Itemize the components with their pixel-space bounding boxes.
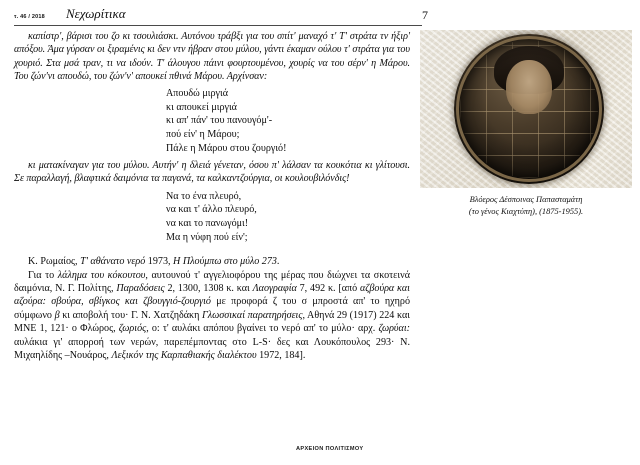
biblio-text: αυλάκια γι' απορροή των νερών, παρεπέμποντας στο L-S· δες και Λουκόπουλος 293· Ν. Μιχαηλίδης –Νουάρος,: [14, 336, 410, 361]
biblio-text: , αυτουνού τ' αγγελιοφόρου της μέρας που διώχνει τα σκοτεινά δαιμόνια, Ν. Γ. Πολίτης,: [14, 269, 410, 294]
bibliography-paragraph: [14, 269, 410, 363]
biblio-title: Παραδόσεις: [116, 282, 165, 294]
caption-line-1: Βλόερος Δέσποινας Παπασταμάτη: [469, 195, 583, 204]
verse-line: Απουδώ μιργιά: [166, 88, 228, 100]
biblio-title: Λεξικόν της Καρπαθιακής διαλέκτου: [111, 349, 257, 361]
biblio-text: 1973,: [145, 256, 174, 268]
verse-line: κι απ' πάν' του πανουγόμ'-: [166, 115, 273, 127]
caption-line-2: (το γένος Κιαχτύπη), (1875-1955).: [468, 206, 584, 216]
archive-footer-mark: ΑΡΧΕΙΟΝ ΠΟΛΙΤΙΣΜΟΥ: [296, 446, 364, 452]
biblio-text: , ο: τ' αυλάκι απόπου βγαίνει το νερό απ' το μύλο· αρχ.: [146, 323, 379, 335]
biblio-title: Τ' αθάνατο νερό: [80, 256, 146, 268]
bibliography-line-1: [14, 255, 410, 268]
verse-block-2: [14, 190, 410, 244]
figure: [420, 30, 632, 217]
page-number: 7: [422, 8, 428, 22]
verse-line: να και το πανωγόμι!: [166, 217, 249, 229]
verse-line: πού είν' η Μάρου;: [166, 128, 240, 140]
biblio-title: Λαογραφία: [252, 282, 297, 294]
biblio-text: , Αθηνά 29 (1917) 224 και ΜΝΕ 1, 121· ο Φλώρος,: [14, 309, 410, 335]
main-text-column: [14, 30, 410, 362]
biblio-text: Κ. Ρωμαίος,: [28, 256, 81, 268]
verse-line: να και τ' άλλο πλευρό,: [166, 204, 257, 216]
paragraph-2: κι ματακίναγαν για του μύλου. Αυτήν' η δλειά γένεταν, όσου π' λάλσαν τα κουκότια κι γλίτουσι. Σε παραλλαγή, βλαφτικά δαιμόνια τα παγανά, τα καλκαντζούργια, οι κουλουβιλόνδις!: [14, 160, 410, 185]
running-head: [14, 6, 428, 26]
verse-line: Να το ένα πλευρό,: [166, 190, 242, 202]
portrait-photograph: [420, 30, 632, 188]
biblio-text: με προφορά ζ του σ μπροστά απ' το ηχηρό σύμφωνο: [14, 296, 410, 321]
biblio-text: 2, 1300, 1308 κ. και: [164, 282, 253, 294]
biblio-term: λάλημα του κόκουτου: [57, 269, 146, 281]
journal-title: Νεχωρίτικα: [66, 6, 126, 21]
biblio-term: αζβούρα και αζούρα: σβούρα, σβίγκος και ζβουγγιό-ζουργιό: [14, 282, 410, 308]
verse-line: κι απουκεί μιργιά: [166, 101, 237, 113]
verse-line: Μα η νύφη πού είν';: [166, 231, 248, 243]
biblio-term: ζωρύαι:: [378, 323, 411, 335]
issue-number: τ. 46 / 2018: [14, 14, 45, 20]
biblio-text: Για το: [28, 269, 58, 281]
biblio-text: 7, 492 κ. [από: [296, 282, 360, 294]
oval-portrait-medallion: [454, 34, 604, 184]
paragraph-1: καπίστρ', βάρισι του ζο κι τσουλιάσκι. Αυτόνου τράβξι για του σπίτ' μαναχό τ' Τ' στράτα τν ήξιρ' απόξου. Άμα γύρσαν οι ξιραμένις κι δεν ντν ήβραν στου μύλου, γάντι έκαμαν ούλου τ' στράτα για του χουριό. Στα μσά τραν, τι να ιδούν. Τ' άλουγου πάινι φουρτουμένου, χουρίς να του σέρν' η Μάρου. Του ζών'νι απουδώ, του ζών'ν' απουκεί πθινά Μάρου. Αρχίνσαν:: [14, 31, 410, 82]
section-spacer: [14, 248, 410, 255]
figure-caption: [420, 194, 632, 217]
biblio-text: κι αποβολή του· Γ. Ν. Χατζηδάκη: [59, 309, 203, 321]
verse-block-1: [14, 87, 410, 155]
oval-frame: [456, 36, 602, 182]
verse-line: Πάλε η Μάρου στου ζουργιό!: [166, 142, 287, 154]
header-divider: [14, 25, 422, 26]
biblio-title: Η Πλούμπω στο μύλο 273: [173, 256, 277, 268]
biblio-term: ζωριός: [118, 323, 147, 335]
biblio-title: Γλωσσικαί παρατηρήσεις: [202, 309, 303, 321]
biblio-term: β: [54, 309, 60, 321]
biblio-text: .: [276, 256, 280, 268]
biblio-text: 1972, 184].: [256, 349, 306, 361]
